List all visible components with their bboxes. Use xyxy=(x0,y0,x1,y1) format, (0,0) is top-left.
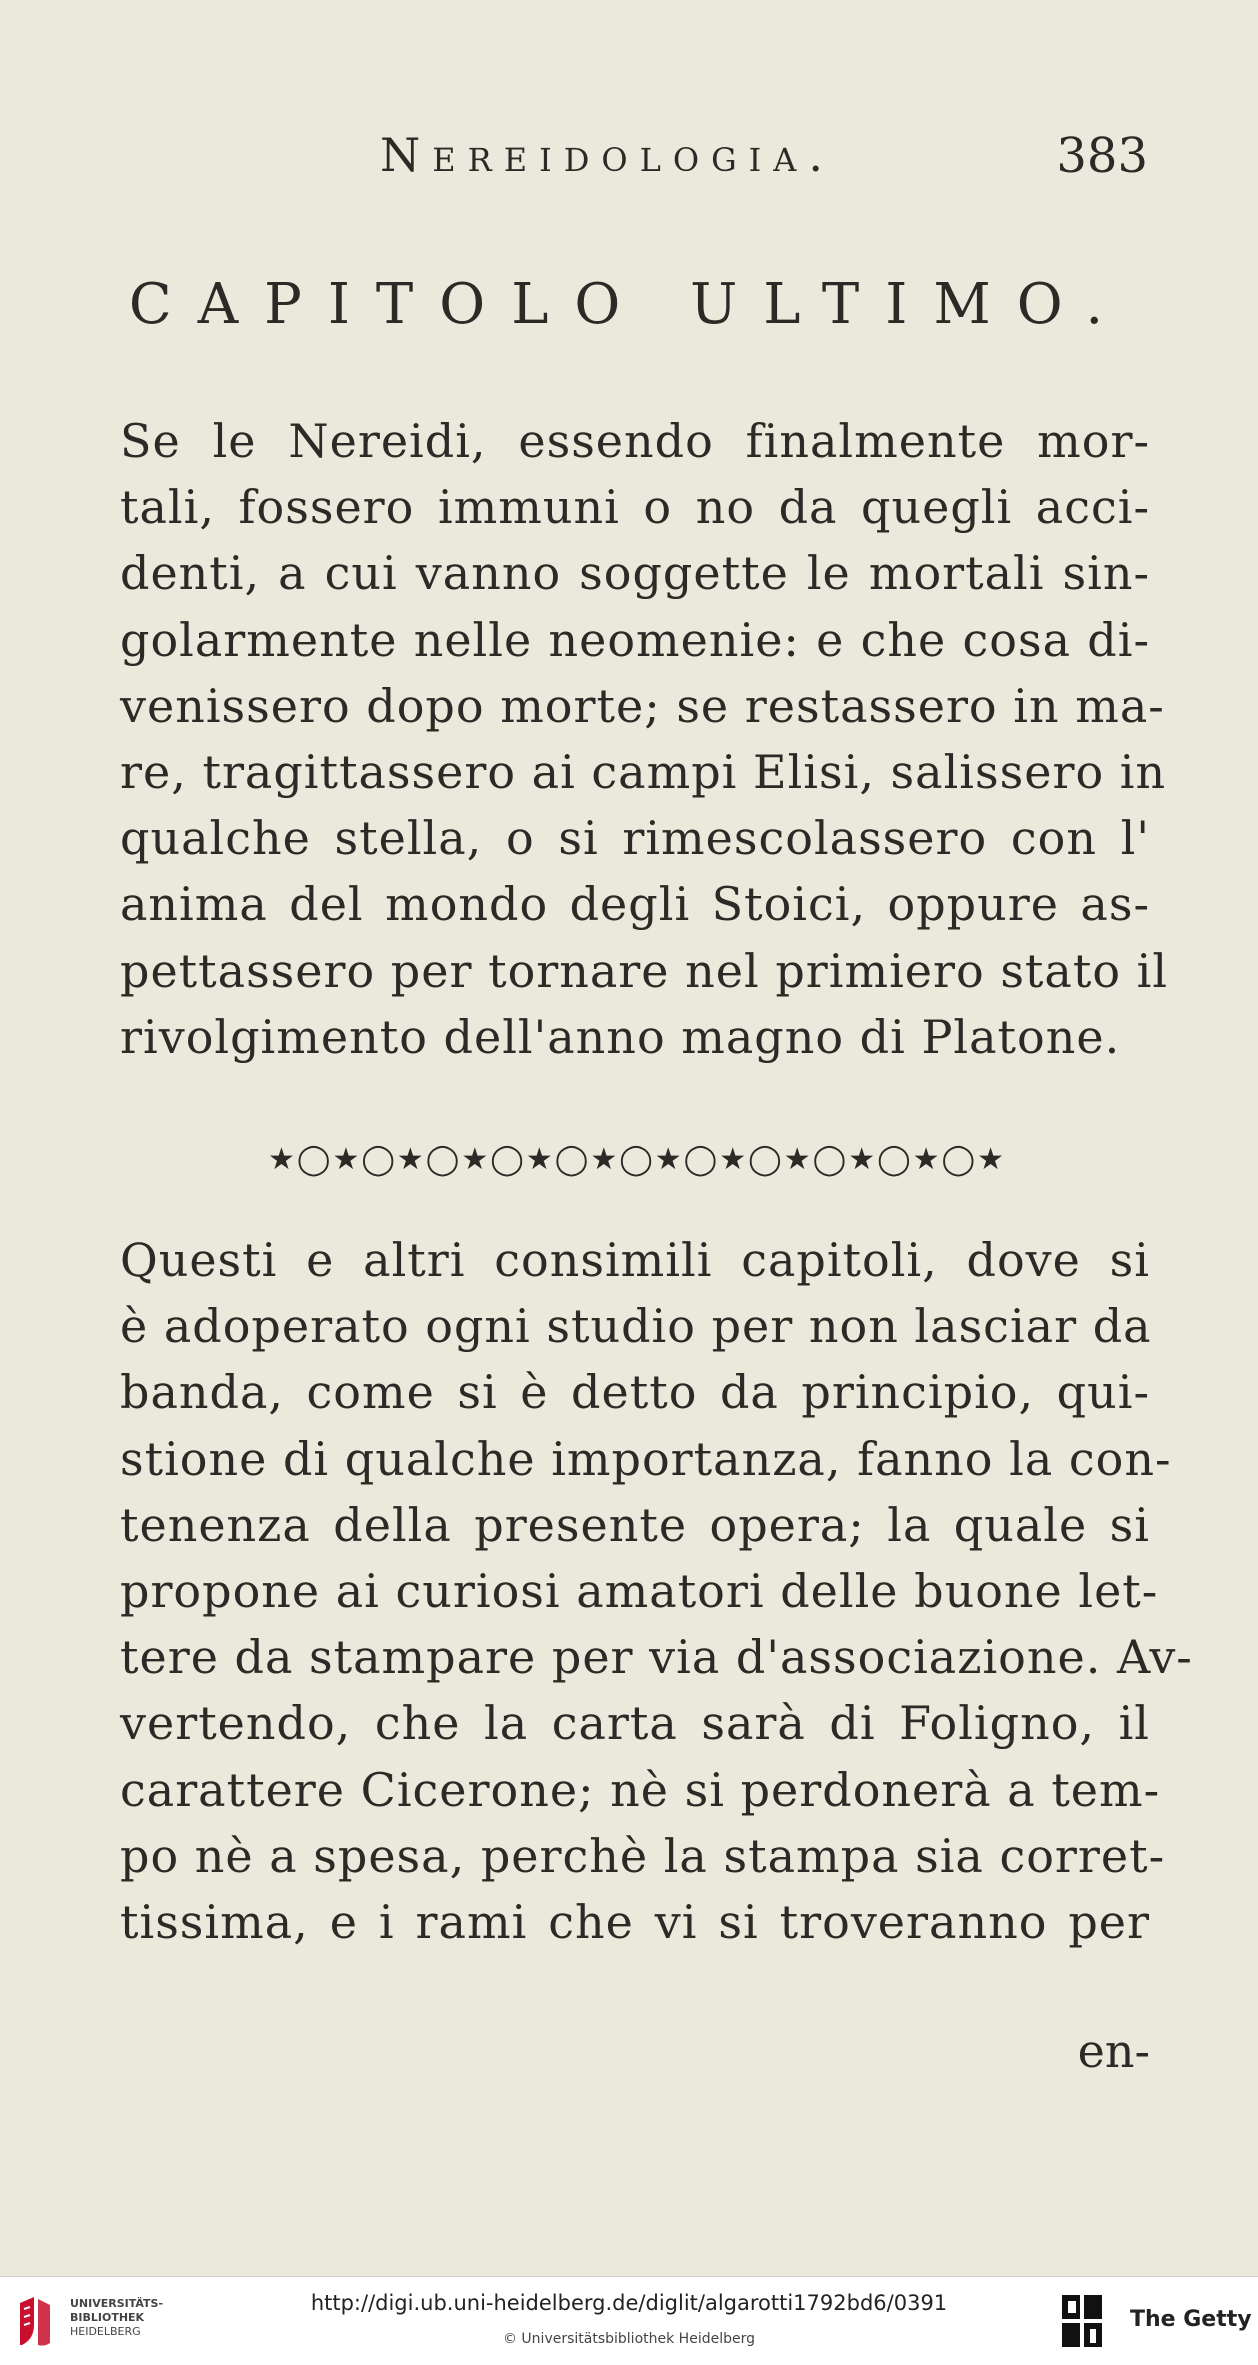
text-line: è adoperato ogni studio per non lasciar da xyxy=(120,1299,1152,1354)
catchword: en- xyxy=(1077,2024,1150,2078)
paragraph-2 xyxy=(120,1227,1193,1955)
text-line: propone ai curiosi amatori delle buone let- xyxy=(120,1564,1159,1619)
paragraph-1 xyxy=(120,408,1169,1070)
text-line: carattere Cicerone; nè si perdonerà a tem- xyxy=(120,1762,1161,1817)
text-line: anima del mondo degli Stoici, oppure as- xyxy=(120,877,1150,932)
text-line: tere da stampare per via d'associazione. Av- xyxy=(120,1630,1193,1685)
text-line: tenenza della presente opera; la quale si xyxy=(120,1497,1150,1552)
library-name: UNIVERSITÄTS- BIBLIOTHEK HEIDELBERG xyxy=(70,2297,164,2338)
text-line: Questi e altri consimili capitoli, dove si xyxy=(120,1233,1150,1287)
text-line: banda, come si è detto da principio, qui- xyxy=(120,1365,1150,1420)
text-line: pettassero per tornare nel primiero stato il xyxy=(120,943,1169,998)
getty-logo-icon xyxy=(1060,2293,1104,2349)
text-line: vertendo, che la carta sarà di Foligno, il xyxy=(120,1696,1150,1751)
text-line: tissima, e i rami che vi si troveranno per xyxy=(120,1895,1150,1950)
text-line: rivolgimento dell'anno magno di Platone. xyxy=(120,1009,1121,1064)
text-line: qualche stella, o si rimescolassero con l' xyxy=(120,811,1150,866)
copyright-notice: © Universitätsbibliothek Heidelberg xyxy=(502,2331,755,2347)
page-number: 383 xyxy=(1056,128,1148,184)
text-line: venissero dopo morte; se restassero in ma- xyxy=(120,678,1165,733)
text-line: denti, a cui vanno soggette le mortali sin- xyxy=(120,546,1150,601)
text-line: golarmente nelle neomenie: e che cosa di- xyxy=(120,612,1150,667)
ornament-divider: ★◯★◯★◯★◯★◯★◯★◯★◯★◯★◯★◯★ xyxy=(267,1142,1007,1177)
text-line: Se le Nereidi, essendo finalmente mor- xyxy=(120,414,1150,468)
running-head xyxy=(0,128,1258,188)
text-line: po nè a spesa, perchè la stampa sia corret- xyxy=(120,1828,1166,1883)
text-line: stione di qualche importanza, fanno la con- xyxy=(120,1431,1172,1486)
chapter-title: CAPITOLO ULTIMO. xyxy=(128,272,1130,337)
partner-name: The Getty xyxy=(1130,2307,1252,2332)
running-title: Nereidologia. xyxy=(380,128,836,182)
text-line: tali, fossero immuni o no da quegli acci- xyxy=(120,480,1150,535)
permalink[interactable]: http://digi.ub.uni-heidelberg.de/diglit/algarotti1792bd6/0391 xyxy=(310,2291,948,2315)
text-line: re, tragittassero ai campi Elisi, salissero in xyxy=(120,745,1167,800)
viewer-footer xyxy=(0,2276,1258,2365)
